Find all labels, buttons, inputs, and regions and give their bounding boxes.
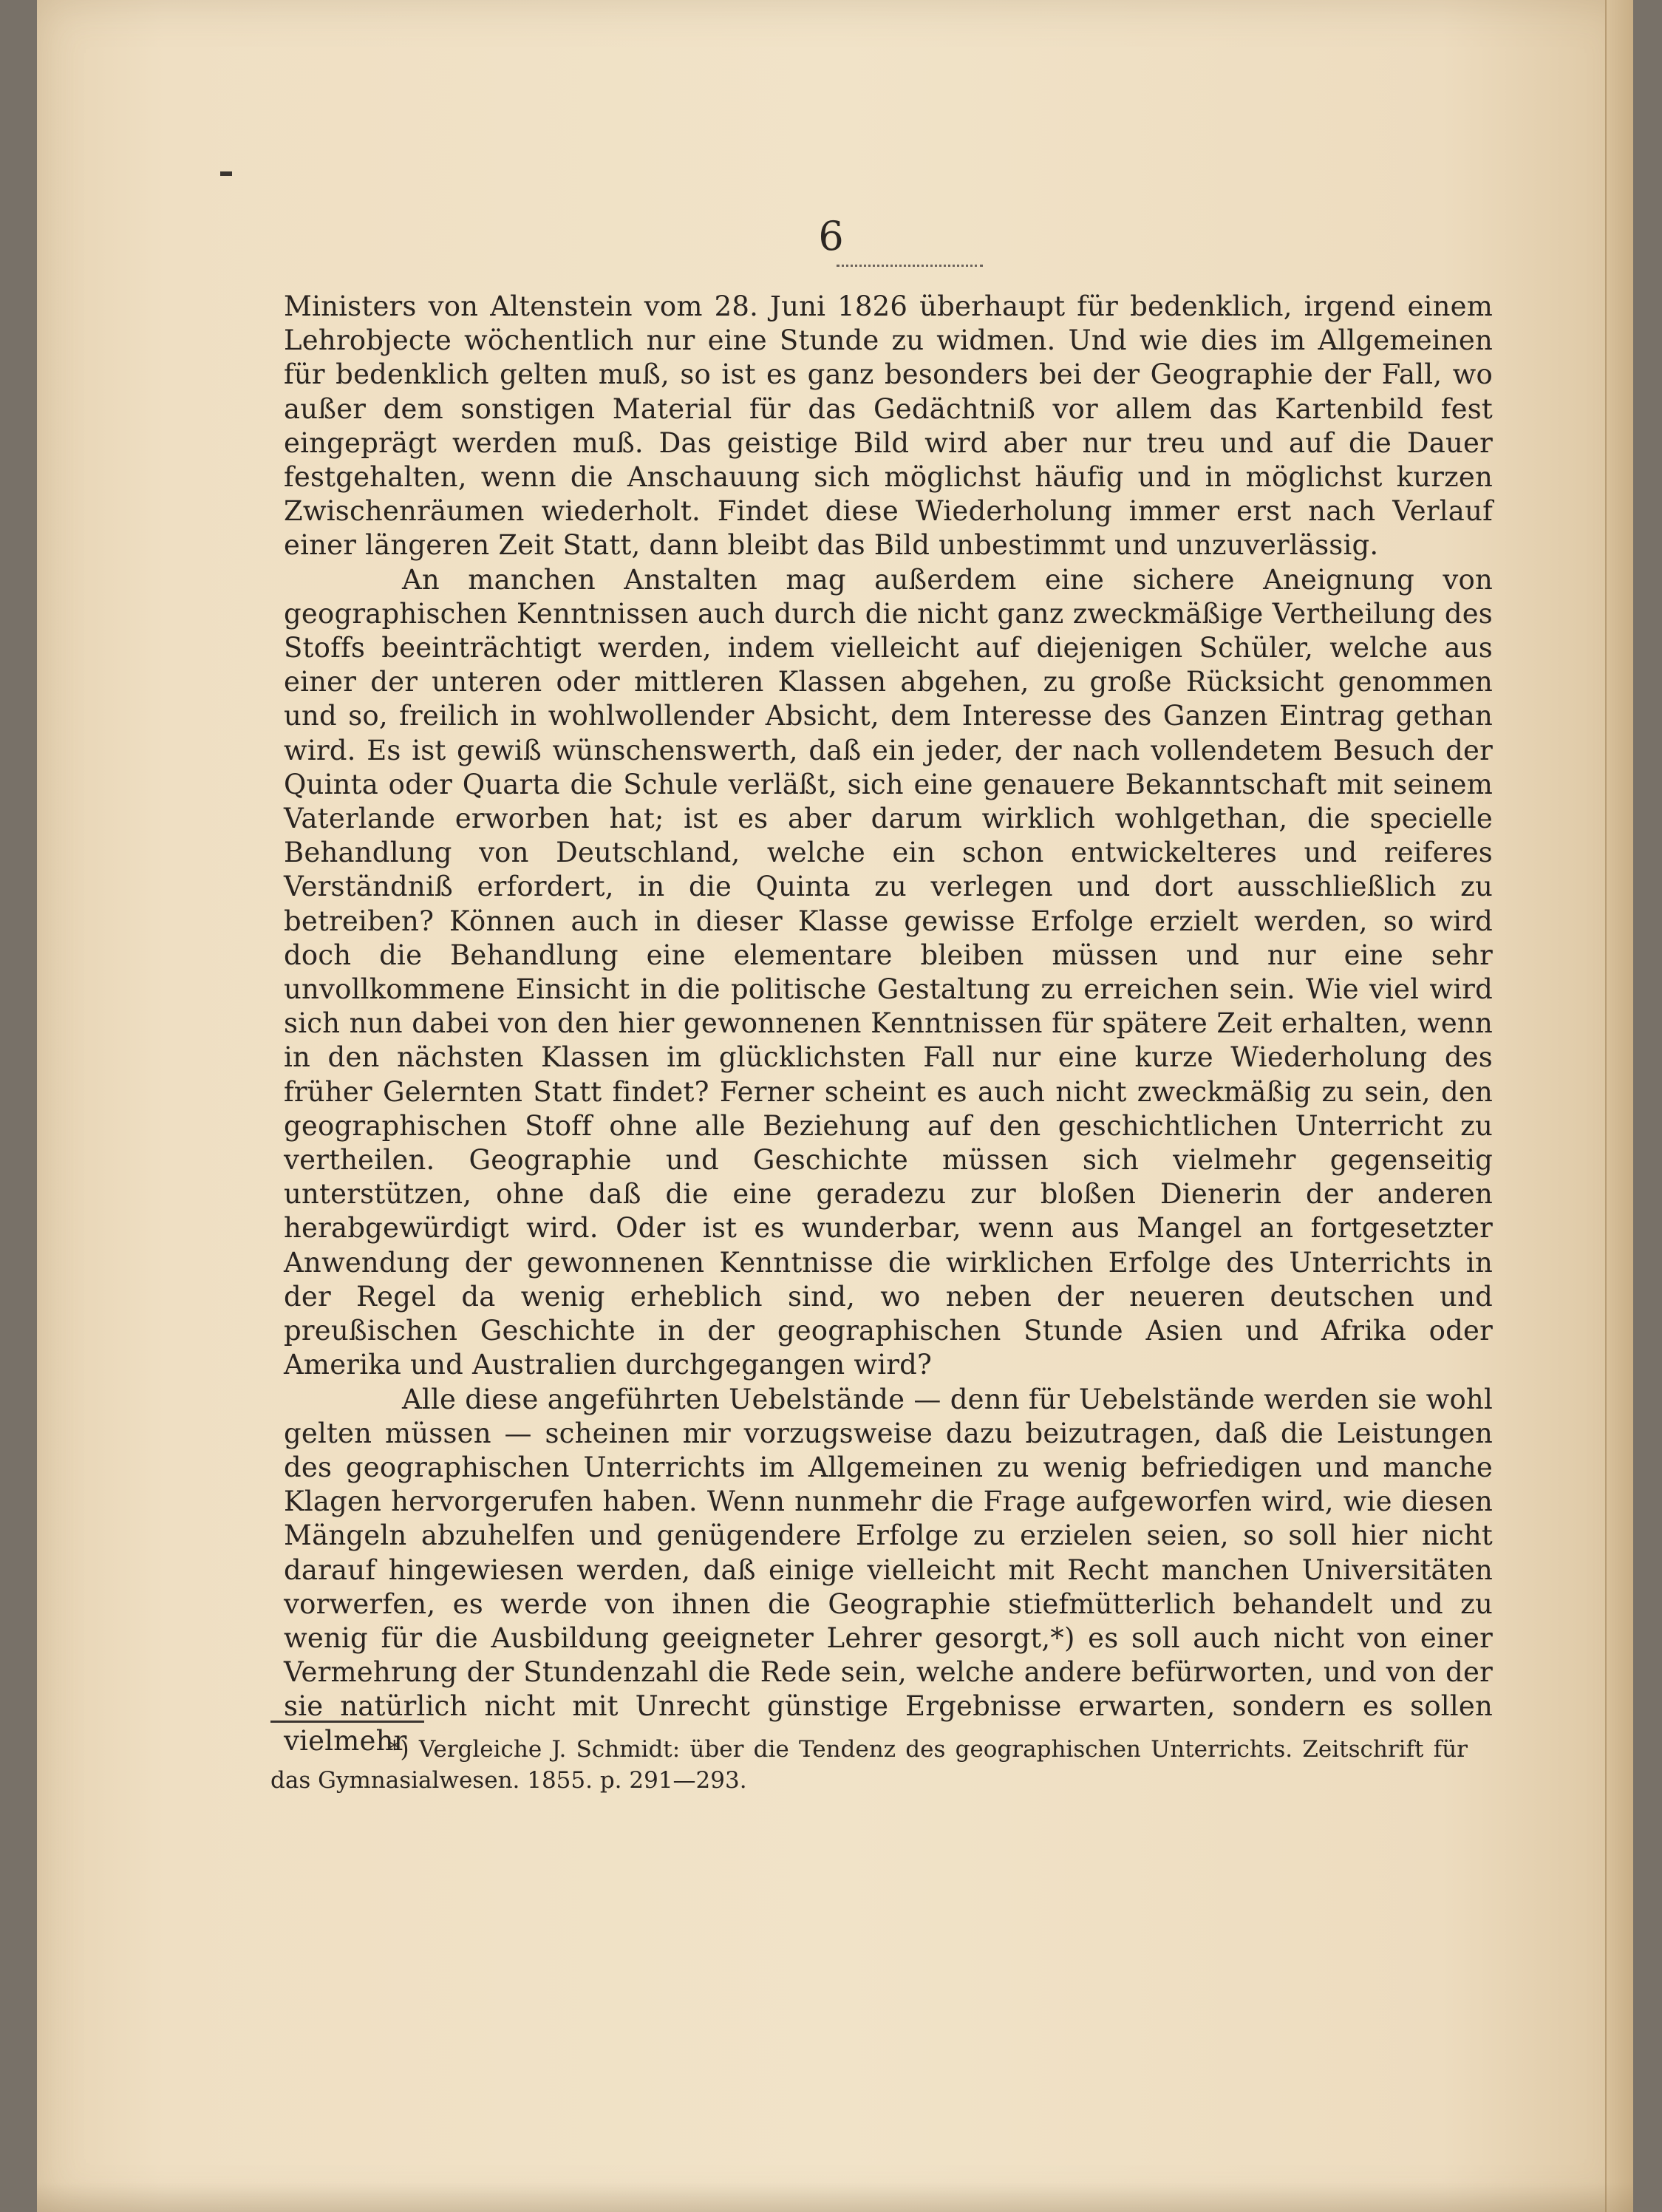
footnote-rule	[270, 1721, 424, 1723]
footnote	[270, 1734, 1468, 1796]
page-edge	[1605, 0, 1633, 2212]
page-bottom-shadow	[37, 2182, 1633, 2212]
page-number-rule	[837, 265, 983, 267]
paragraph-3: Alle diese angeführten Uebelstände — denn für Uebelstände werden sie wohl gelten müssen — scheinen mir vorzugsweise dazu beizutragen, daß die Leistungen des geographischen Unterrichts im Allgemeinen zu wenig befriedigen und manche Klagen hervorgerufen haben. Wenn nunmehr die Frage aufgeworfen wird, wie diesen Mängeln abzuhelfen und genügendere Erfolge zu erzielen seien, so soll hier nicht darauf hingewiesen werden, daß einige vielleicht mit Recht manchen Universitäten vorwerfen, es werde von ihnen die Geographie stiefmütterlich behandelt und zu wenig für die Ausbildung geeigneter Lehrer gesorgt,*) es soll auch nicht von einer Vermehrung der Stundenzahl die Rede sein, welche andere befürworten, und von der sie natürlich nicht mit Unrecht günstige Ergebnisse erwarten, sondern es sollen vielmehr	[284, 1383, 1493, 1757]
page-number: 6	[818, 213, 844, 259]
footnote-text: *) Vergleiche J. Schmidt: über die Tendenz des geographischen Unterrichts. Zeitschrift für das Gymnasialwesen. 1855. p. 291—293.	[270, 1736, 1468, 1794]
paragraph-2: An manchen Anstalten mag außerdem eine sichere Aneignung von geographischen Kenntnissen auch durch die nicht ganz zweckmäßige Vertheilung des Stoffs beeinträchtigt werden, indem vielleicht auf diejenigen Schüler, welche aus einer der unteren oder mittleren Klassen abgehen, zu große Rücksicht genommen und so, freilich in wohlwollender Absicht, dem Interesse des Ganzen Eintrag gethan wird. Es ist gewiß wünschenswerth, daß ein jeder, der nach vollendetem Besuch der Quinta oder Quarta die Schule verläßt, sich eine genauere Bekanntschaft mit seinem Vaterlande erworben hat; ist es aber darum wirklich wohlgethan, die specielle Behandlung von Deutschland, welche ein schon entwickelteres und reiferes Verständniß erfordert, in die Quinta zu verlegen und dort ausschließlich zu betreiben? Können auch in dieser Klasse gewisse Erfolge erzielt werden, so wird doch die Behandlung eine elementare bleiben müssen und nur eine sehr unvollkommene Einsicht in die politische Gestaltung zu erreichen sein. Wie viel wird sich nun dabei von den hier gewonnenen Kenntnissen für spätere Zeit erhalten, wenn in den nächsten Klassen im glücklichsten Fall nur eine kurze Wiederholung des früher Gelernten Statt findet? Ferner scheint es auch nicht zweckmäßig zu sein, den geographischen Stoff ohne alle Beziehung auf den geschichtlichen Unterricht zu vertheilen. Geographie und Geschichte müssen sich vielmehr gegenseitig unterstützen, ohne daß die eine geradezu zur bloßen Dienerin der anderen herabgewürdigt wird. Oder ist es wunderbar, wenn aus Mangel an fortgesetzter Anwendung der gewonnenen Kenntnisse die wirklichen Erfolge des Unterrichts in der Regel da wenig erheblich sind, wo neben der neueren deutschen und preußischen Geschichte in der geographischen Stunde Asien und Afrika oder Amerika und Australien durchgegangen wird?	[284, 563, 1493, 1381]
paragraph-1: Ministers von Altenstein vom 28. Juni 1826 überhaupt für bedenklich, irgend einem Lehrobjecte wöchentlich nur eine Stunde zu widmen. Und wie dies im Allgemeinen für bedenklich gelten muß, so ist es ganz besonders bei der Geographie der Fall, wo außer dem sonstigen Material für das Gedächtniß vor allem das Kartenbild fest eingeprägt werden muß. Das geistige Bild wird aber nur treu und auf die Dauer festgehalten, wenn die Anschauung sich möglichst häufig und in möglichst kurzen Zwischenräumen wiederholt. Findet diese Wiederholung immer erst nach Verlauf einer längeren Zeit Statt, dann bleibt das Bild unbestimmt und unzuverlässig.	[284, 290, 1493, 562]
margin-mark	[220, 171, 232, 176]
body-text	[284, 290, 1493, 1758]
